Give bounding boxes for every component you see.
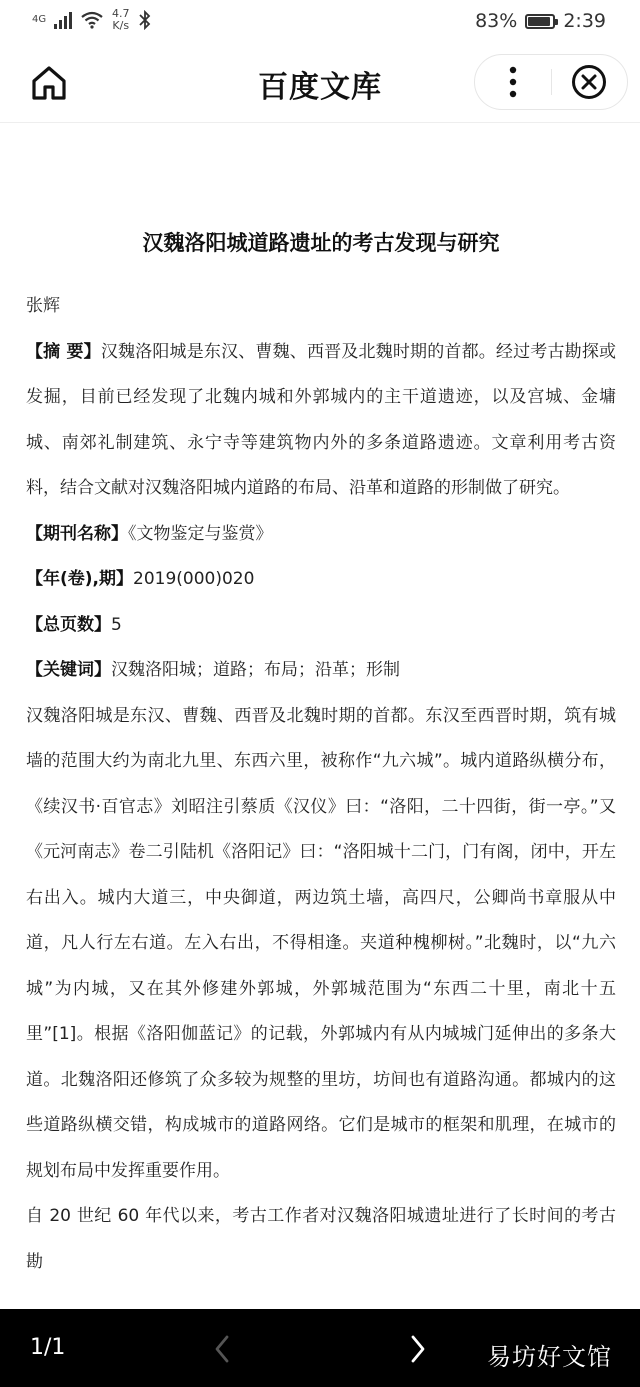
body-paragraph-1: 汉魏洛阳城是东汉、曹魏、西晋及北魏时期的首都。东汉至西晋时期，筑有城墙的范围大约为南北九里、东西六里，被称作“九六城”。城内道路纵横分布，《续汉书·百官志》刘昭注引蔡质《汉仪》曰：“洛阳，二十四街，街一亭。”又《元河南志》卷二引陆机《洛阳记》曰：“洛阳城十二门，门有阁，闭中，开左右出入。城内大道三，中央御道，两边筑土墙，高四尺，公卿尚书章服从中道，凡人行左右道。左入右出，不得相逢。夹道种槐柳树。”北魏时，以“九六城”为内城，又在其外修建外郭城，外郭城范围为“东西二十里，南北十五里”[1]。根据《洛阳伽蓝记》的记载，外郭城内有从内城城门延伸出的多条大道。北魏洛阳还修筑了众多较为规整的里坊，坊间也有道路沟通。都城内的这些道路纵横交错，构成城市的道路网络。它们是城市的框架和肌理，在城市的规划布局中发挥重要作用。 [26, 705, 616, 1181]
network-speed [112, 8, 130, 32]
year-label: 【年(卷),期】 [26, 569, 133, 589]
document-title: 汉魏洛阳城道路遗址的考古发现与研究 [142, 231, 500, 255]
battery-fill [528, 17, 550, 26]
watermark: 易坊好文馆 [487, 1343, 612, 1371]
network-type: 4G [32, 14, 47, 25]
speed-value: 4.7 [112, 7, 130, 20]
year-info [26, 557, 616, 603]
chevron-right-icon [409, 1334, 427, 1364]
pages-info [26, 603, 616, 649]
pages-label: 【总页数】 [26, 614, 111, 635]
journal-label: 【期刊名称】 [26, 523, 128, 544]
page-title: 百度文库 [258, 70, 382, 105]
year-value: 2019(000)020 [133, 569, 255, 589]
prev-page-button[interactable] [206, 1329, 238, 1369]
journal-info [26, 512, 616, 558]
mini-program-capsule [474, 54, 628, 110]
chevron-left-icon [213, 1334, 231, 1364]
battery-percent: 83% [475, 10, 518, 32]
document-content [26, 222, 616, 1285]
bottom-bar [0, 1309, 640, 1387]
keywords-label: 【关键词】 [26, 660, 111, 680]
wifi-icon [80, 11, 104, 29]
status-left [32, 8, 152, 32]
author: 张辉 [26, 296, 60, 316]
next-page-button[interactable] [402, 1329, 434, 1369]
close-button[interactable] [565, 59, 613, 105]
bluetooth-icon [138, 10, 152, 30]
more-button[interactable] [489, 59, 537, 105]
speed-unit: K/s [112, 19, 130, 32]
body-paragraph-2: 自 20 世纪 60 年代以来，考古工作者对汉魏洛阳城遗址进行了长时间的考古勘 [26, 1206, 616, 1272]
clock: 2:39 [563, 10, 606, 32]
battery-icon [525, 14, 555, 29]
abstract-label: 【摘 要】 [26, 341, 101, 362]
status-right [475, 10, 606, 32]
page-indicator: 1/1 [30, 1335, 66, 1360]
more-vertical-icon [508, 65, 518, 99]
close-circle-icon [571, 64, 607, 100]
keywords-value: 汉魏洛阳城；道路；布局；沿革；形制 [111, 660, 400, 680]
status-bar [0, 0, 640, 44]
journal-value: 《文物鉴定与鉴赏》 [128, 523, 273, 544]
signal-icon [54, 11, 72, 29]
nav-bar [0, 44, 640, 123]
capsule-divider [551, 69, 552, 95]
pages-value: 5 [111, 614, 122, 635]
keywords-info [26, 648, 616, 694]
abstract-text: 汉魏洛阳城是东汉、曹魏、西晋及北魏时期的首都。经过考古勘探或发掘，目前已经发现了北魏内城和外郭城内的主干道遗迹，以及宫城、金墉城、南郊礼制建筑、永宁寺等建筑物内外的多条道路遗迹。文章利用考古资料，结合文献对汉魏洛阳城内道路的布局、沿革和道路的形制做了研究。 [26, 341, 616, 498]
abstract [26, 330, 616, 512]
